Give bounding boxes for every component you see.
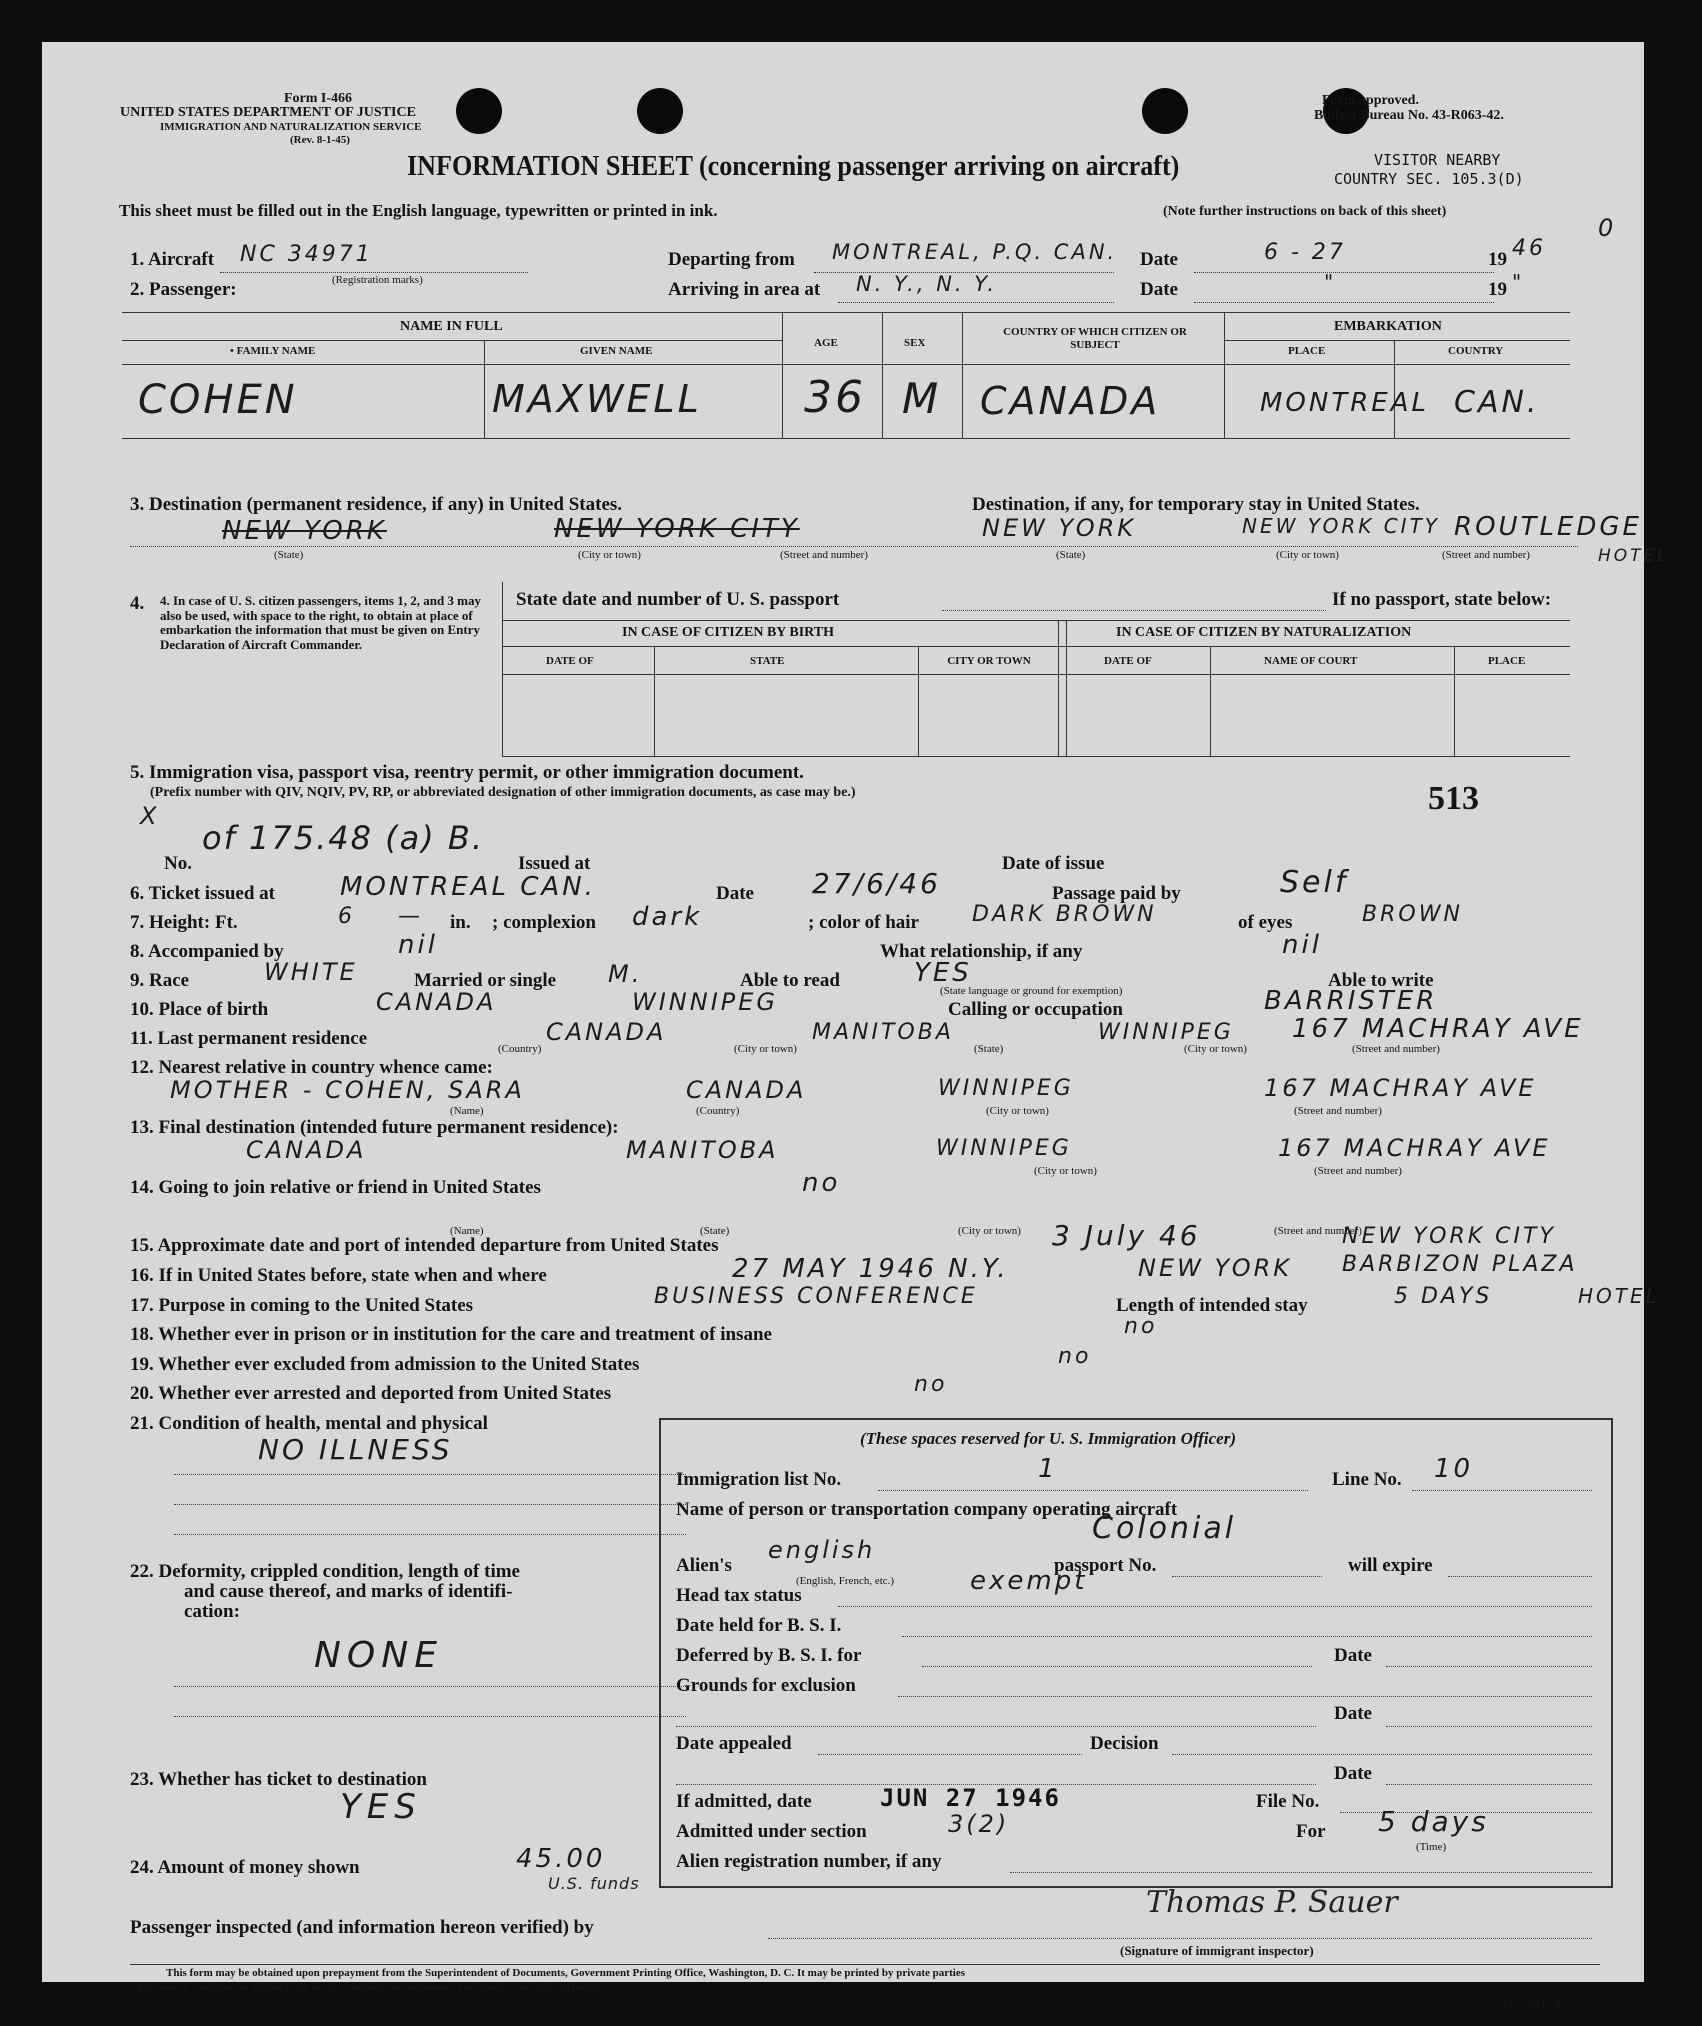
department-name: UNITED STATES DEPARTMENT OF JUSTICE: [120, 105, 416, 120]
immigration-doc-value: of 175.48 (a) B.: [202, 819, 485, 857]
state-caption: (State): [274, 549, 304, 561]
departure-plan-date: 3 July 46: [1052, 1219, 1201, 1252]
nat-court-header: NAME OF COURT: [1264, 655, 1358, 667]
birth-state-header: STATE: [750, 655, 785, 667]
ticket-date-label: Date: [716, 883, 754, 904]
final-destination-label: 13. Final destination (intended future permanent residence):: [130, 1117, 619, 1138]
eyes-label: of eyes: [1238, 912, 1293, 933]
caption-city-2: (City or town): [1184, 1043, 1247, 1055]
purpose-label: 17. Purpose in coming to the United States: [130, 1295, 474, 1316]
name-in-full-header: NAME IN FULL: [400, 319, 503, 334]
able-to-read-value: YES: [914, 958, 972, 988]
deformity-label: 22. Deformity, crippled condition, length of time: [130, 1561, 520, 1582]
embarkation-place-value: MONTREAL: [1260, 388, 1429, 418]
age-value: 36: [804, 372, 866, 423]
last-residence-country: CANADA: [546, 1018, 667, 1046]
health-value: NO ILLNESS: [258, 1433, 453, 1466]
citizenship-value: CANADA: [980, 379, 1161, 423]
final-destination-city: WINNIPEG: [936, 1136, 1072, 1161]
able-to-write-label: Able to write: [1328, 970, 1434, 991]
for-label: For: [1296, 1821, 1326, 1842]
last-residence-label: 11. Last permanent residence: [130, 1028, 368, 1049]
for-value: 5 days: [1378, 1805, 1489, 1838]
grounds-date-label: Date: [1334, 1703, 1372, 1724]
budget-bureau: Budget Bureau No. 43-R063-42.: [1314, 108, 1504, 123]
date-of-issue-label: Date of issue: [1002, 853, 1105, 874]
nearest-relative-country: CANADA: [686, 1076, 807, 1104]
immigration-list-label: Immigration list No.: [676, 1469, 842, 1490]
punch-hole: [637, 88, 683, 134]
prior-visit-label: 16. If in United States before, state when and where: [130, 1265, 547, 1286]
immigration-doc-label: 5. Immigration visa, passport visa, reentry permit, or other immigration document.: [130, 762, 804, 783]
money-label: 24. Amount of money shown: [130, 1857, 360, 1878]
temp-street-caption: (Street and number): [1442, 549, 1530, 561]
accompanied-label: 8. Accompanied by: [130, 941, 284, 962]
alien-registration-label: Alien registration number, if any: [676, 1851, 942, 1872]
caption-country-2: (Country): [696, 1105, 740, 1117]
decision-label: Decision: [1090, 1733, 1159, 1754]
hair-label: ; color of hair: [808, 912, 919, 933]
race-label: 9. Race: [130, 970, 190, 991]
caption-city: (City or town): [734, 1043, 797, 1055]
visitor-stamp: VISITOR NEARBY: [1374, 151, 1501, 169]
join-relative-label: 14. Going to join relative or friend in United States: [130, 1177, 541, 1198]
nearest-relative-street: 167 MACHRAY AVE: [1264, 1074, 1537, 1102]
country-sec-stamp: COUNTRY SEC. 105.3(D): [1334, 170, 1524, 188]
punch-hole: [1142, 88, 1188, 134]
departure-plan-label: 15. Approximate date and port of intended departure from United States: [130, 1235, 719, 1256]
temp-street: ROUTLEDGE: [1454, 512, 1642, 542]
arrival-year: ": [1512, 270, 1525, 294]
stay-length-label: Length of intended stay: [1116, 1295, 1308, 1316]
age-header: AGE: [814, 337, 838, 349]
nearest-relative-name: MOTHER - COHEN, SARA: [170, 1076, 525, 1104]
money-note: U.S. funds: [548, 1874, 640, 1893]
ticket-issued-value: MONTREAL CAN.: [340, 872, 596, 902]
temp-state: NEW YORK: [982, 514, 1137, 542]
city-caption: (City or town): [578, 549, 641, 561]
aircraft-value: NC 34971: [240, 242, 373, 267]
form-number: Form I-466: [284, 91, 353, 106]
citizen-by-birth-header: IN CASE OF CITIZEN BY BIRTH: [622, 625, 835, 640]
destination-state: NEW YORK: [222, 516, 387, 546]
passage-paid-value: Self: [1280, 865, 1349, 900]
height-ft-value: 6: [338, 904, 355, 929]
departure-plan-port: NEW YORK CITY: [1342, 1224, 1556, 1249]
revision-date: (Rev. 8-1-45): [290, 134, 350, 146]
note-text: (Note further instructions on back of this sheet): [1163, 204, 1447, 219]
margin-mark: 0: [1598, 214, 1617, 242]
nat-place-header: PLACE: [1488, 655, 1526, 667]
complexion-value: dark: [632, 902, 703, 932]
grounds-label: Grounds for exclusion: [676, 1675, 856, 1696]
country-header: COUNTRY OF WHICH CITIZEN OR SUBJECT: [1003, 326, 1187, 352]
height-label: 7. Height: Ft.: [130, 912, 238, 933]
head-tax-label: Head tax status: [676, 1585, 802, 1606]
section-value: 3(2): [948, 1810, 1010, 1838]
head-tax-value: exempt: [970, 1566, 1088, 1596]
passenger-label: 2. Passenger:: [130, 279, 237, 300]
punch-hole: [456, 88, 502, 134]
prior-visit-city: NEW YORK: [1138, 1254, 1293, 1282]
final-destination-country: CANADA: [246, 1136, 367, 1164]
given-name-value: MAXWELL: [492, 377, 702, 421]
family-name-header: • FAMILY NAME: [230, 345, 316, 357]
us-passport-label: State date and number of U. S. passport: [516, 589, 840, 610]
service-name: IMMIGRATION AND NATURALIZATION SERVICE: [160, 121, 422, 133]
prior-visit-when: 27 MAY 1946 N.Y.: [732, 1254, 1009, 1284]
line-number-value: 10: [1434, 1454, 1474, 1484]
caption-city-4: (City or town): [1034, 1165, 1097, 1177]
birth-date-header: DATE OF: [546, 655, 594, 667]
form-approved: Form approved.: [1322, 93, 1419, 108]
deported-value: no: [914, 1372, 948, 1397]
year-prefix-2: 19: [1488, 279, 1507, 300]
sheet-number: 513: [1428, 780, 1479, 817]
inspector-signature: Thomas P. Sauer: [1146, 1885, 1398, 1920]
birth-place-label: 10. Place of birth: [130, 999, 269, 1020]
line-number-label: Line No.: [1332, 1469, 1402, 1490]
registration-caption: (Registration marks): [332, 274, 423, 286]
temp-street-hotel: HOTEL: [1598, 546, 1670, 566]
item4-number: 4.: [130, 593, 145, 614]
form-sheet: [42, 42, 1670, 2011]
join-relative-value: no: [802, 1168, 841, 1198]
final-destination-street: 167 MACHRAY AVE: [1278, 1134, 1551, 1162]
nearest-relative-label: 12. Nearest relative in country whence came:: [130, 1057, 493, 1078]
deferred-date-label: Date: [1334, 1645, 1372, 1666]
caption-state: (State): [974, 1043, 1004, 1055]
caption-name: (Name): [450, 1105, 484, 1117]
departure-year: 46: [1512, 236, 1546, 261]
sex-header: SEX: [904, 337, 926, 349]
last-residence-city: WINNIPEG: [1098, 1020, 1234, 1045]
prefix-note: (Prefix number with QIV, NQIV, PV, RP, or abbreviated designation of other immigration documents, as case may be.): [150, 785, 856, 800]
purpose-hotel: HOTEL: [1578, 1284, 1660, 1308]
height-in-label: in.: [450, 912, 471, 933]
appealed-label: Date appealed: [676, 1733, 792, 1754]
relationship-value: nil: [1282, 930, 1322, 960]
country2-header: COUNTRY: [1448, 345, 1504, 357]
final-destination-state: MANITOBA: [626, 1136, 779, 1164]
nearest-relative-city: WINNIPEG: [938, 1076, 1074, 1101]
nat-date-header: DATE OF: [1104, 655, 1152, 667]
prior-visit-street: BARBIZON PLAZA: [1342, 1252, 1578, 1277]
caption-city-5: (City or town): [958, 1225, 1021, 1237]
x-mark: X: [140, 802, 160, 830]
eyes-value: BROWN: [1362, 902, 1463, 927]
deformity-label-3: cation:: [184, 1601, 240, 1622]
date-label-2: Date: [1140, 279, 1178, 300]
deported-label: 20. Whether ever arrested and deported from United States: [130, 1383, 612, 1404]
street-caption: (Street and number): [780, 549, 868, 561]
immigration-list-value: 1: [1038, 1454, 1058, 1484]
money-value: 45.00: [516, 1844, 606, 1874]
temp-destination-label: Destination, if any, for temporary stay in United States.: [972, 494, 1420, 515]
deferred-label: Deferred by B. S. I. for: [676, 1645, 862, 1666]
fine-print-line-1: This form may be obtained upon prepayment from the Superintendent of Documents, Government Printing Office, Washington, D. C. It may be printed by private parties: [166, 1967, 966, 1979]
admitted-date-stamp: JUN 27 1946: [880, 1784, 1061, 1812]
signature-caption: (Signature of immigrant inspector): [1120, 1943, 1314, 1958]
passport-no-label: passport No.: [1054, 1555, 1157, 1576]
caption-street: (Street and number): [1352, 1043, 1440, 1055]
departing-label: Departing from: [668, 249, 795, 270]
last-residence-street: 167 MACHRAY AVE: [1292, 1014, 1584, 1044]
departure-date: 6 - 27: [1264, 240, 1346, 265]
caption-street-4: (Street and number): [1274, 1225, 1362, 1237]
caption-street-3: (Street and number): [1314, 1165, 1402, 1177]
caption-city-3: (City or town): [986, 1105, 1049, 1117]
ticket-issued-label: 6. Ticket issued at: [130, 883, 275, 904]
operator-value: Colonial: [1092, 1511, 1237, 1546]
purpose-value: BUSINESS CONFERENCE: [654, 1284, 978, 1309]
no-passport-label: If no passport, state below:: [1332, 589, 1552, 610]
time-note: (Time): [1416, 1841, 1447, 1853]
embarkation-country-value: CAN.: [1454, 385, 1540, 420]
language-note-officer: (English, French, etc.): [796, 1575, 895, 1587]
print-code: 16—24915-4: [1502, 1999, 1561, 2011]
ticket-destination-label: 23. Whether has ticket to destination: [130, 1769, 427, 1790]
deformity-value: NONE: [314, 1635, 443, 1676]
married-label: Married or single: [414, 970, 557, 991]
race-value: WHITE: [264, 958, 358, 986]
accompanied-value: nil: [398, 930, 438, 960]
operator-label: Name of person or transportation company operating aircraft: [676, 1499, 1178, 1520]
departing-value: MONTREAL, P.Q. CAN.: [832, 240, 1118, 264]
caption-street-2: (Street and number): [1294, 1105, 1382, 1117]
officer-box-title: (These spaces reserved for U. S. Immigration Officer): [860, 1429, 1237, 1448]
relationship-label: What relationship, if any: [880, 941, 1083, 962]
date-label: Date: [1140, 249, 1178, 270]
language-note: (State language or ground for exemption): [940, 985, 1123, 997]
birth-city-value: WINNIPEG: [632, 988, 779, 1016]
family-name-value: COHEN: [138, 377, 298, 423]
citizen-by-naturalization-header: IN CASE OF CITIZEN BY NATURALIZATION: [1116, 625, 1412, 640]
height-in-value: —: [398, 904, 423, 929]
married-value: M.: [608, 960, 643, 988]
deformity-label-2: and cause thereof, and marks of identifi-: [184, 1581, 513, 1602]
complexion-label: ; complexion: [492, 912, 596, 933]
caption-country: (Country): [498, 1043, 542, 1055]
doc-number-label: No.: [164, 853, 192, 874]
will-expire-label: will expire: [1348, 1555, 1433, 1576]
arriving-value: N. Y., N. Y.: [856, 272, 998, 296]
temp-state-caption: (State): [1056, 549, 1086, 561]
item4-text: 4. In case of U. S. citizen passengers, items 1, 2, and 3 may also be used, with space to the right, to obtain at place of embarkation the information that must be given on Entry Declaration of Aircraft Commander.: [160, 593, 482, 653]
destination-city: NEW YORK CITY: [554, 514, 800, 544]
occupation-value: BARRISTER: [1264, 986, 1438, 1016]
form-title: INFORMATION SHEET (concerning passenger arriving on aircraft): [407, 150, 1180, 182]
sex-value: M: [902, 374, 942, 423]
place-header: PLACE: [1288, 345, 1326, 357]
section-label: Admitted under section: [676, 1821, 867, 1842]
bsi-label: Date held for B. S. I.: [676, 1615, 842, 1636]
arriving-label: Arriving in area at: [668, 279, 821, 300]
hair-value: DARK BROWN: [972, 902, 1157, 927]
given-name-header: GIVEN NAME: [580, 345, 653, 357]
ticket-date-value: 27/6/46: [812, 867, 941, 900]
aliens-language: english: [768, 1536, 876, 1564]
ticket-destination-value: YES: [340, 1787, 422, 1827]
embarkation-header: EMBARKATION: [1334, 319, 1442, 334]
issued-at-label: Issued at: [518, 853, 591, 874]
appeal-date-label: Date: [1334, 1763, 1372, 1784]
last-residence-state: MANITOBA: [812, 1020, 954, 1045]
occupation-label: Calling or occupation: [948, 999, 1123, 1020]
caption-state-2: (State): [700, 1225, 730, 1237]
excluded-value: no: [1058, 1344, 1092, 1369]
file-no-label: File No.: [1256, 1791, 1320, 1812]
aliens-label: Alien's: [676, 1555, 732, 1576]
birth-city-header: CITY OR TOWN: [947, 655, 1031, 667]
instruction-text: This sheet must be filled out in the English language, typewritten or printed in ink.: [119, 201, 718, 220]
year-prefix: 19: [1488, 249, 1507, 270]
excluded-label: 19. Whether ever excluded from admission to the United States: [130, 1354, 640, 1375]
aircraft-label: 1. Aircraft: [130, 249, 215, 270]
inspected-by-label: Passenger inspected (and information hereon verified) by: [130, 1917, 594, 1938]
birth-country-value: CANADA: [376, 988, 497, 1016]
passage-paid-label: Passage paid by: [1052, 883, 1181, 904]
prison-label: 18. Whether ever in prison or in institution for the care and treatment of insane: [130, 1324, 772, 1345]
destination-label: 3. Destination (permanent residence, if any) in United States.: [130, 494, 623, 515]
able-to-read-label: Able to read: [740, 970, 840, 991]
health-label: 21. Condition of health, mental and physical: [130, 1413, 488, 1434]
temp-city-caption: (City or town): [1276, 549, 1339, 561]
admitted-date-label: If admitted, date: [676, 1791, 812, 1812]
fine-print-line-2: provided it conforms to official form in size, wording, arrangement, and quality and color of paper.: [138, 1981, 602, 1993]
caption-name-2: (Name): [450, 1225, 484, 1237]
stay-length-value: 5 DAYS: [1394, 1284, 1493, 1309]
temp-city: NEW YORK CITY: [1242, 514, 1441, 538]
prison-value: no: [1124, 1314, 1158, 1339]
arrival-date: ": [1324, 270, 1337, 294]
